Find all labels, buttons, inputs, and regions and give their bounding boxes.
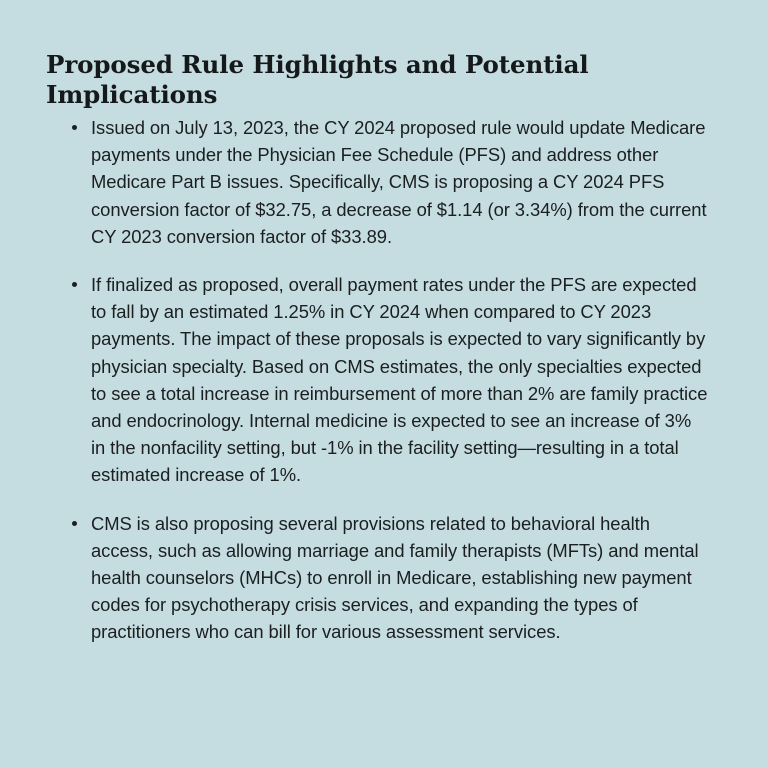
- page-title: Proposed Rule Highlights and Potential Implications: [46, 50, 589, 109]
- list-item-text: CMS is also proposing several provisions related to behavioral health access, such as allowing marriage and family therapists (MFTs) and mental health counselors (MHCs) to enroll in Medicare, establishing new payment codes for psychotherapy crisis services, and expanding the types of practitioners who can bill for various assessment services.: [91, 512, 699, 643]
- list-item: [68, 271, 708, 489]
- list-item-text: Issued on July 13, 2023, the CY 2024 proposed rule would update Medicare payments under the Physician Fee Schedule (PFS) and address other Medicare Part B issues. Specifically, CMS is proposing a CY 2024 PFS conversion factor of $32.75, a decrease of $1.14 (or 3.34%) from the current CY 2023 conversion factor of $33.89.: [91, 117, 707, 247]
- bullet-dot-icon: [72, 125, 77, 130]
- list-item-text: If finalized as proposed, overall payment rates under the PFS are expected to fall by an estimated 1.25% in CY 2024 when compared to CY 2023 payments. The impact of these proposals is expected to vary significantly by physician specialty. Based on CMS estimates, the only specialties expected to see a total increase in reimbursement of more than 2% are family practice and endocrinology. Internal medicine is expected to see an increase of 3% in the nonfacility setting, but -1% in the facility setting—resulting in a total estimated increase of 1%.: [91, 274, 708, 486]
- bullet-list: [68, 114, 708, 646]
- bullet-dot-icon: [72, 282, 77, 287]
- list-item: [68, 510, 708, 646]
- bullet-dot-icon: [72, 521, 77, 526]
- list-item: [68, 114, 708, 250]
